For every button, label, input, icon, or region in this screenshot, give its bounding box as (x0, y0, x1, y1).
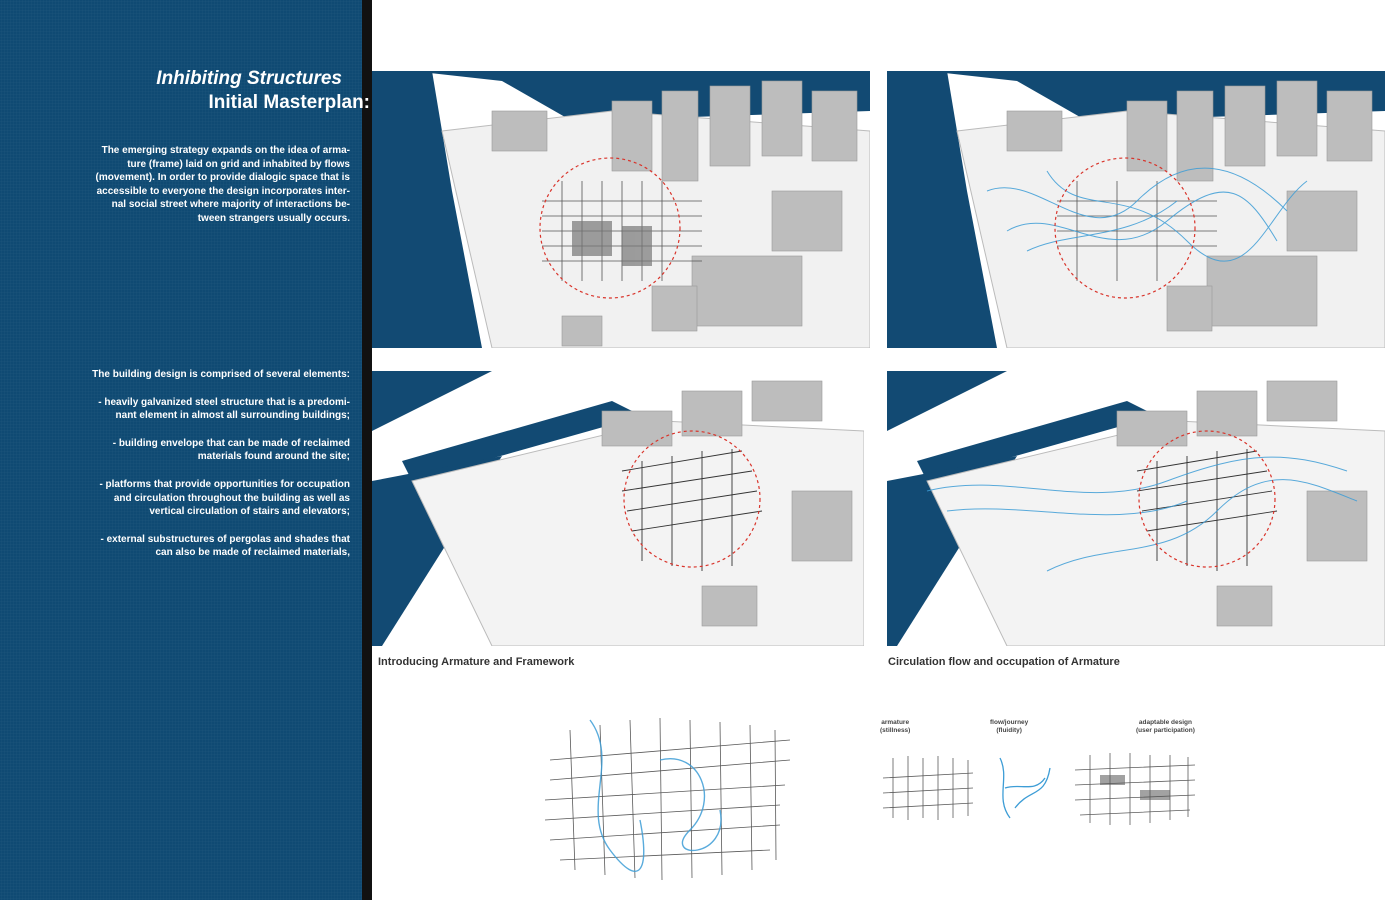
element-line: materials found around the site; (197, 451, 350, 463)
intro-line: accessible to everyone the design incorporates inter- (96, 185, 350, 197)
diagram-label-line: adaptable design (1138, 719, 1192, 726)
axonometric-armature-view (372, 371, 864, 646)
caption-circulation: Circulation flow and occupation of Armature (888, 656, 1120, 668)
element-line: - heavily galvanized steel structure that is a predomi- (98, 396, 350, 408)
plan-illustration (887, 71, 1385, 348)
diagram-label-line: armature (881, 719, 910, 726)
axonometric-circulation-view (887, 371, 1385, 646)
element-line: - platforms that provide opportunities for occupation (99, 478, 350, 490)
element-line: - external substructures of pergolas and shades that (100, 533, 350, 545)
diagram-label-line: (fluidity) (996, 727, 1022, 734)
element-line: nant element in almost all surrounding buildings; (115, 410, 350, 422)
element-item (60, 533, 350, 560)
intro-line: ture (frame) laid on grid and inhabited by flows (127, 158, 350, 170)
element-line: can also be made of reclaimed materials, (155, 547, 350, 559)
intro-line: tween strangers usually occurs. (197, 212, 350, 224)
flow-diagram (990, 748, 1060, 828)
diagram-label-line: flow/journey (990, 719, 1029, 726)
element-item (60, 478, 350, 519)
element-line: and circulation throughout the building as well as (113, 492, 350, 504)
intro-line: (movement). In order to provide dialogic space that is (95, 172, 350, 184)
masterplan-circulation-plan (887, 71, 1385, 348)
element-item (60, 396, 350, 423)
diagram-label-adaptable (1136, 719, 1195, 735)
intro-line: The emerging strategy expands on the idea of arma- (101, 145, 350, 156)
masterplan-armature-plan (372, 71, 870, 348)
armature-flow-sketch (530, 700, 810, 890)
armature-diagram (878, 748, 978, 828)
intro-paragraph (60, 144, 350, 226)
page-title: Initial Masterplan: (208, 92, 370, 113)
diagram-label-armature (880, 719, 910, 735)
title-italic: Inhibiting Structures (156, 68, 342, 89)
diagram-label-flow (990, 719, 1028, 735)
sidebar-divider (362, 0, 372, 900)
intro-line: nal social street where majority of interactions be- (111, 199, 350, 211)
elements-list (60, 368, 350, 574)
element-line: vertical circulation of stairs and elevators; (149, 506, 350, 518)
caption-armature: Introducing Armature and Framework (378, 656, 575, 668)
elements-heading: The building design is comprised of several elements: (92, 369, 350, 380)
diagram-label-line: (stillness) (880, 727, 911, 734)
diagram-label-line: (user participation) (1136, 727, 1195, 734)
adaptable-design-diagram (1070, 745, 1200, 830)
element-line: - building envelope that can be made of reclaimed (112, 437, 350, 449)
element-item (60, 437, 350, 464)
plan-illustration (372, 71, 870, 348)
